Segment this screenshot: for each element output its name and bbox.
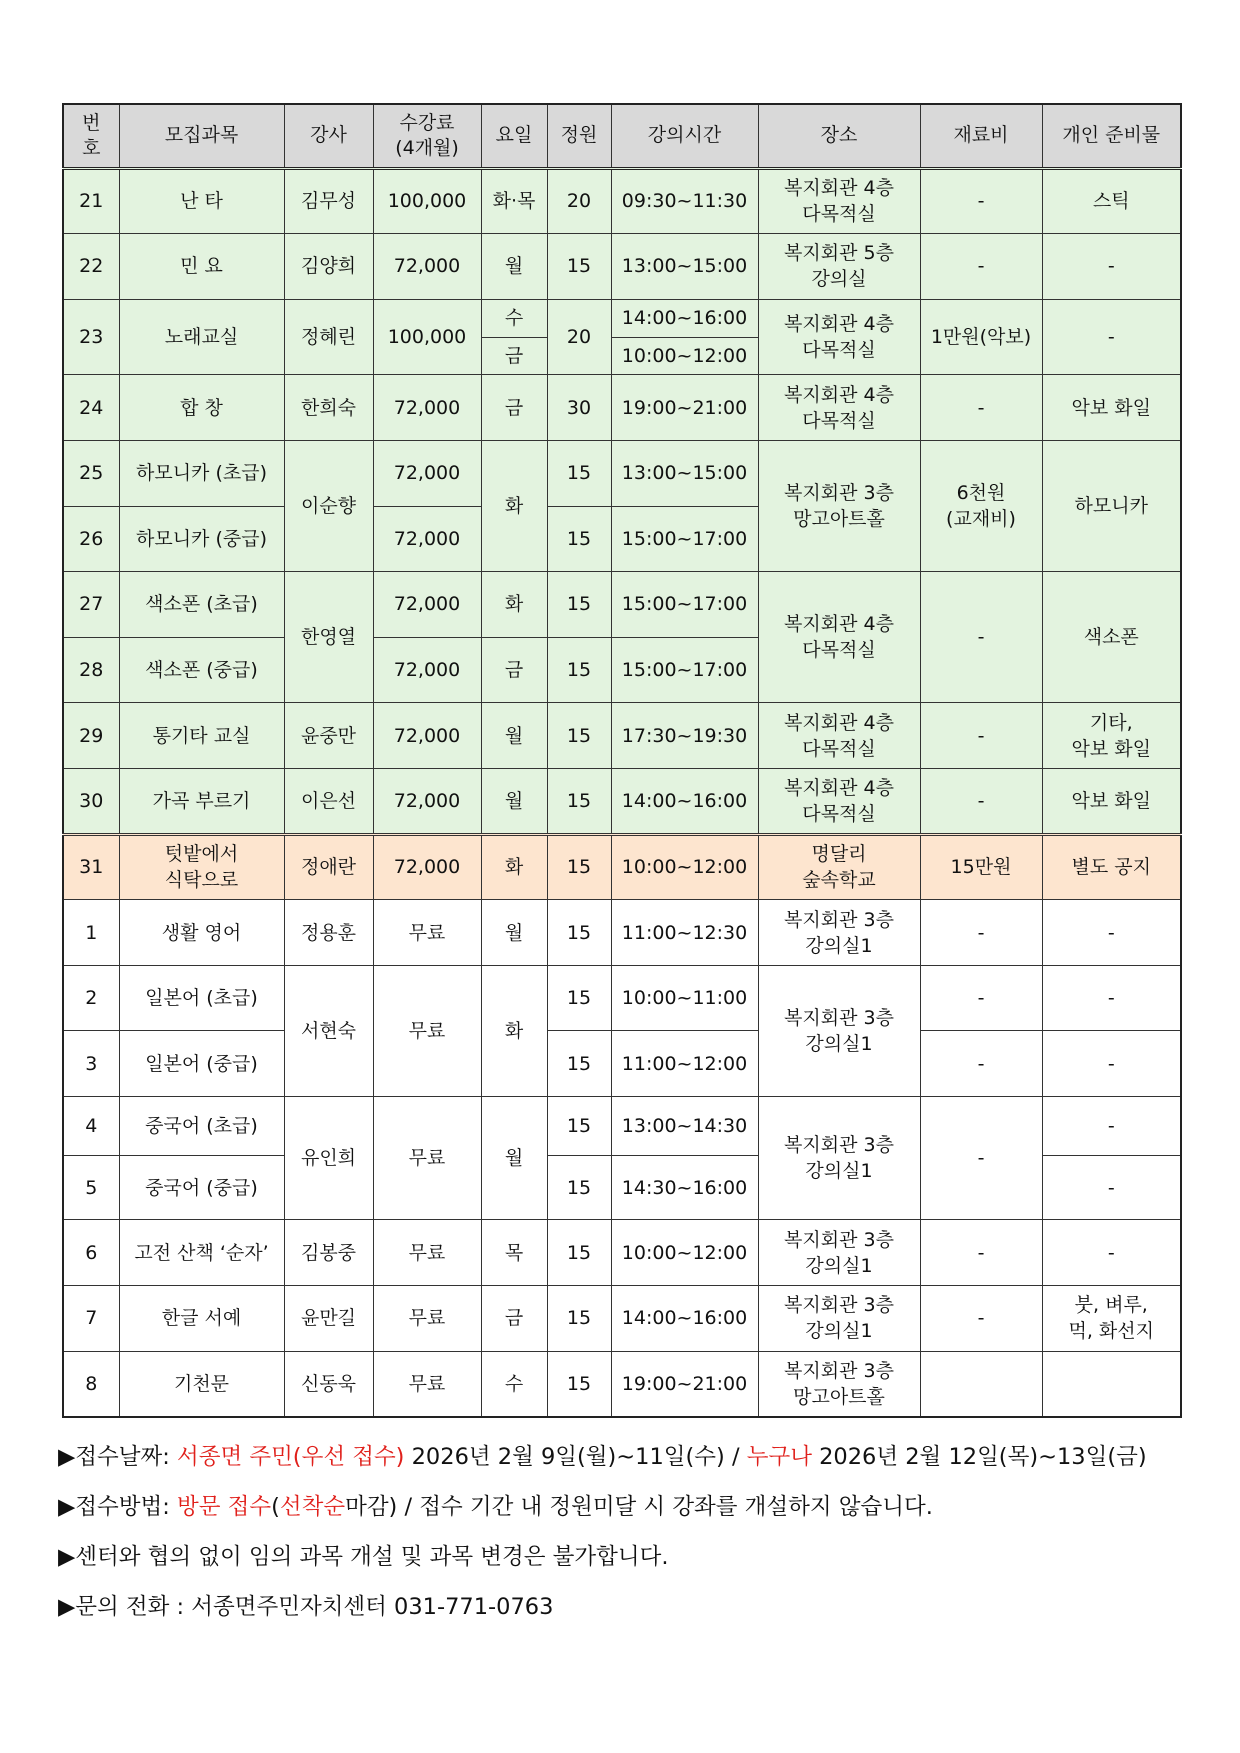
- row-number: 2: [63, 965, 119, 1031]
- fee: 100,000: [373, 299, 481, 375]
- place: 복지회관 3층 강의실1: [758, 900, 920, 966]
- fee: 72,000: [373, 375, 481, 441]
- material-fee: -: [920, 572, 1042, 703]
- row-number: 24: [63, 375, 119, 441]
- course-name: 중국어 (초급): [119, 1097, 284, 1156]
- capacity: 15: [547, 637, 611, 703]
- fee: 72,000: [373, 637, 481, 703]
- fee: 무료: [373, 1351, 481, 1417]
- table-row: [63, 375, 1181, 441]
- table-row: [63, 572, 1181, 638]
- time: 17:30~19:30: [611, 703, 758, 769]
- place: 복지회관 3층 강의실1: [758, 965, 920, 1096]
- fee: 무료: [373, 900, 481, 966]
- course-table: [62, 103, 1182, 1418]
- course-name: 일본어 (초급): [119, 965, 284, 1031]
- row-number: 23: [63, 299, 119, 375]
- teacher: 정애란: [284, 834, 373, 900]
- personal-items: 별도 공지: [1042, 834, 1181, 900]
- table-row: [63, 1351, 1181, 1417]
- time: 10:00~11:00: [611, 965, 758, 1031]
- note-method-first-come: 선착순: [279, 1494, 346, 1520]
- personal-items: [1042, 1351, 1181, 1417]
- note-course-change: ▶센터와 협의 없이 임의 과목 개설 및 과목 변경은 불가합니다.: [58, 1544, 669, 1570]
- personal-items: -: [1042, 965, 1181, 1031]
- time: 14:30~16:00: [611, 1155, 758, 1220]
- time: 19:00~21:00: [611, 375, 758, 441]
- time: 10:00~12:00: [611, 1220, 758, 1286]
- capacity: 15: [547, 440, 611, 506]
- row-number: 31: [63, 834, 119, 900]
- place: 복지회관 3층 강의실1: [758, 1220, 920, 1286]
- material-fee: -: [920, 900, 1042, 966]
- capacity: 20: [547, 299, 611, 375]
- day: 화: [481, 965, 547, 1096]
- note-contact-phone: ▶문의 전화 : 서종면주민자치센터 031-771-0763: [58, 1594, 554, 1620]
- material-fee: -: [920, 769, 1042, 835]
- fee: 100,000: [373, 168, 481, 234]
- place: 복지회관 5층 강의실: [758, 234, 920, 300]
- table-row: [63, 1220, 1181, 1286]
- header-day: 요일: [481, 104, 547, 168]
- row-number: 21: [63, 168, 119, 234]
- time: 14:00~16:00: [611, 769, 758, 835]
- material-fee: 6천원 (교재비): [920, 440, 1042, 571]
- course-name: 생활 영어: [119, 900, 284, 966]
- table-row: [63, 769, 1181, 835]
- time: 13:00~15:00: [611, 234, 758, 300]
- fee: 72,000: [373, 834, 481, 900]
- header-fee: 수강료 (4개월): [373, 104, 481, 168]
- row-number: 4: [63, 1097, 119, 1156]
- personal-items: -: [1042, 1097, 1181, 1156]
- place: 복지회관 4층 다목적실: [758, 375, 920, 441]
- day: 금: [481, 337, 547, 375]
- place: 복지회관 4층 다목적실: [758, 168, 920, 234]
- personal-items: -: [1042, 1220, 1181, 1286]
- header-personal-items: 개인 준비물: [1042, 104, 1181, 168]
- day: 월: [481, 769, 547, 835]
- capacity: 15: [547, 1220, 611, 1286]
- note-method-visit: 방문 접수: [176, 1494, 272, 1520]
- header-material-fee: 재료비: [920, 104, 1042, 168]
- place: 복지회관 4층 다목적실: [758, 299, 920, 375]
- course-name: 일본어 (중급): [119, 1031, 284, 1097]
- material-fee: -: [920, 1031, 1042, 1097]
- time: 13:00~14:30: [611, 1097, 758, 1156]
- notes-section: [58, 1442, 1208, 1642]
- material-fee: 1만원(악보): [920, 299, 1042, 375]
- header-number: 번 호: [63, 104, 119, 168]
- teacher: 정혜린: [284, 299, 373, 375]
- course-name: 가곡 부르기: [119, 769, 284, 835]
- personal-items: 기타, 악보 화일: [1042, 703, 1181, 769]
- note-date-anyone: 누구나: [746, 1444, 812, 1470]
- personal-items: 하모니카: [1042, 440, 1181, 571]
- capacity: 15: [547, 1097, 611, 1156]
- table-row: [63, 703, 1181, 769]
- row-number: 29: [63, 703, 119, 769]
- teacher: 김양희: [284, 234, 373, 300]
- row-number: 1: [63, 900, 119, 966]
- table-row: [63, 1031, 1181, 1097]
- teacher: 서현숙: [284, 965, 373, 1096]
- material-fee: -: [920, 1097, 1042, 1220]
- course-name: 난 타: [119, 168, 284, 234]
- fee: 무료: [373, 1286, 481, 1352]
- note-date-residents: 서종면 주민(우선 접수): [176, 1444, 405, 1470]
- table-row: [63, 1286, 1181, 1352]
- personal-items: -: [1042, 299, 1181, 375]
- table-row: [63, 1097, 1181, 1156]
- course-name: 중국어 (중급): [119, 1155, 284, 1220]
- note-method-label: ▶접수방법:: [58, 1494, 177, 1520]
- place: 명달리 숲속학교: [758, 834, 920, 900]
- material-fee: [920, 1351, 1042, 1417]
- row-number: 30: [63, 769, 119, 835]
- capacity: 15: [547, 900, 611, 966]
- time: 11:00~12:30: [611, 900, 758, 966]
- place: 복지회관 4층 다목적실: [758, 703, 920, 769]
- material-fee: -: [920, 703, 1042, 769]
- material-fee: -: [920, 965, 1042, 1031]
- row-number: 7: [63, 1286, 119, 1352]
- note-date-resident-period: 2026년 2월 9일(월)~11일(수) /: [404, 1444, 747, 1470]
- row-number: 25: [63, 440, 119, 506]
- fee: 무료: [373, 1220, 481, 1286]
- teacher: 김봉중: [284, 1220, 373, 1286]
- row-number: 28: [63, 637, 119, 703]
- material-fee: -: [920, 375, 1042, 441]
- capacity: 15: [547, 703, 611, 769]
- note-method-paren: (: [271, 1494, 280, 1520]
- fee: 72,000: [373, 769, 481, 835]
- teacher: 윤중만: [284, 703, 373, 769]
- time: 14:00~16:00: [611, 299, 758, 337]
- course-name: 한글 서예: [119, 1286, 284, 1352]
- place: 복지회관 3층 강의실1: [758, 1286, 920, 1352]
- capacity: 15: [547, 1351, 611, 1417]
- place: 복지회관 4층 다목적실: [758, 769, 920, 835]
- capacity: 15: [547, 834, 611, 900]
- note-date-label: ▶접수날짜:: [58, 1444, 177, 1470]
- personal-items: -: [1042, 1031, 1181, 1097]
- course-name: 노래교실: [119, 299, 284, 375]
- material-fee: 15만원: [920, 834, 1042, 900]
- place: 복지회관 3층 망고아트홀: [758, 1351, 920, 1417]
- fee: 무료: [373, 965, 481, 1096]
- table-row: [63, 299, 1181, 337]
- day: 수: [481, 299, 547, 337]
- row-number: 27: [63, 572, 119, 638]
- day: 화: [481, 572, 547, 638]
- capacity: 15: [547, 506, 611, 572]
- teacher: 신동욱: [284, 1351, 373, 1417]
- time: 19:00~21:00: [611, 1351, 758, 1417]
- header-time: 강의시간: [611, 104, 758, 168]
- table-header-row: [63, 104, 1181, 168]
- note-registration-method: [58, 1492, 1208, 1522]
- note-registration-date: [58, 1442, 1208, 1472]
- teacher: 정용훈: [284, 900, 373, 966]
- table-row: [63, 834, 1181, 900]
- capacity: 15: [547, 1155, 611, 1220]
- course-name: 색소폰 (초급): [119, 572, 284, 638]
- table-row: [63, 168, 1181, 234]
- day: 금: [481, 1286, 547, 1352]
- teacher: 유인희: [284, 1097, 373, 1220]
- capacity: 15: [547, 965, 611, 1031]
- teacher: 한희숙: [284, 375, 373, 441]
- day: 화·목: [481, 168, 547, 234]
- day: 월: [481, 703, 547, 769]
- header-teacher: 강사: [284, 104, 373, 168]
- day: 월: [481, 234, 547, 300]
- fee: 무료: [373, 1097, 481, 1220]
- time: 10:00~12:00: [611, 834, 758, 900]
- personal-items: -: [1042, 1155, 1181, 1220]
- time: 14:00~16:00: [611, 1286, 758, 1352]
- capacity: 20: [547, 168, 611, 234]
- personal-items: 악보 화일: [1042, 375, 1181, 441]
- fee: 72,000: [373, 440, 481, 506]
- day: 금: [481, 375, 547, 441]
- place: 복지회관 4층 다목적실: [758, 572, 920, 703]
- personal-items: -: [1042, 234, 1181, 300]
- capacity: 15: [547, 769, 611, 835]
- time: 09:30~11:30: [611, 168, 758, 234]
- course-name: 민 요: [119, 234, 284, 300]
- course-name: 하모니카 (중급): [119, 506, 284, 572]
- row-number: 22: [63, 234, 119, 300]
- course-name: 통기타 교실: [119, 703, 284, 769]
- day: 월: [481, 1097, 547, 1220]
- personal-items: 색소폰: [1042, 572, 1181, 703]
- personal-items: 스틱: [1042, 168, 1181, 234]
- course-name: 텃밭에서 식탁으로: [119, 834, 284, 900]
- day: 수: [481, 1351, 547, 1417]
- teacher: 김무성: [284, 168, 373, 234]
- day: 화: [481, 834, 547, 900]
- header-capacity: 정원: [547, 104, 611, 168]
- personal-items: -: [1042, 900, 1181, 966]
- capacity: 30: [547, 375, 611, 441]
- row-number: 26: [63, 506, 119, 572]
- note-method-end: 마감) / 접수 기간 내 정원미달 시 강좌를 개설하지 않습니다.: [345, 1494, 933, 1520]
- table-row: [63, 234, 1181, 300]
- table-row: [63, 900, 1181, 966]
- note-date-anyone-period: 2026년 2월 12일(목)~13일(금): [811, 1444, 1147, 1470]
- row-number: 6: [63, 1220, 119, 1286]
- course-name: 고전 산책 ‘순자’: [119, 1220, 284, 1286]
- row-number: 8: [63, 1351, 119, 1417]
- capacity: 15: [547, 1286, 611, 1352]
- row-number: 3: [63, 1031, 119, 1097]
- time: 15:00~17:00: [611, 572, 758, 638]
- fee: 72,000: [373, 572, 481, 638]
- teacher: 이은선: [284, 769, 373, 835]
- day: 금: [481, 637, 547, 703]
- course-name: 하모니카 (초급): [119, 440, 284, 506]
- header-place: 장소: [758, 104, 920, 168]
- time: 13:00~15:00: [611, 440, 758, 506]
- course-name: 합 창: [119, 375, 284, 441]
- capacity: 15: [547, 234, 611, 300]
- table-row: [63, 440, 1181, 506]
- material-fee: -: [920, 1220, 1042, 1286]
- material-fee: -: [920, 1286, 1042, 1352]
- material-fee: -: [920, 234, 1042, 300]
- day: 화: [481, 440, 547, 571]
- table-row: [63, 965, 1181, 1031]
- time: 15:00~17:00: [611, 506, 758, 572]
- place: 복지회관 3층 망고아트홀: [758, 440, 920, 571]
- teacher: 이순향: [284, 440, 373, 571]
- personal-items: 악보 화일: [1042, 769, 1181, 835]
- fee: 72,000: [373, 506, 481, 572]
- fee: 72,000: [373, 703, 481, 769]
- course-name: 색소폰 (중급): [119, 637, 284, 703]
- teacher: 윤만길: [284, 1286, 373, 1352]
- day: 목: [481, 1220, 547, 1286]
- course-name: 기천문: [119, 1351, 284, 1417]
- time: 15:00~17:00: [611, 637, 758, 703]
- header-course: 모집과목: [119, 104, 284, 168]
- capacity: 15: [547, 1031, 611, 1097]
- time: 10:00~12:00: [611, 337, 758, 375]
- time: 11:00~12:00: [611, 1031, 758, 1097]
- place: 복지회관 3층 강의실1: [758, 1097, 920, 1220]
- day: 월: [481, 900, 547, 966]
- capacity: 15: [547, 572, 611, 638]
- fee: 72,000: [373, 234, 481, 300]
- personal-items: 붓, 벼루, 먹, 화선지: [1042, 1286, 1181, 1352]
- teacher: 한영열: [284, 572, 373, 703]
- row-number: 5: [63, 1155, 119, 1220]
- material-fee: -: [920, 168, 1042, 234]
